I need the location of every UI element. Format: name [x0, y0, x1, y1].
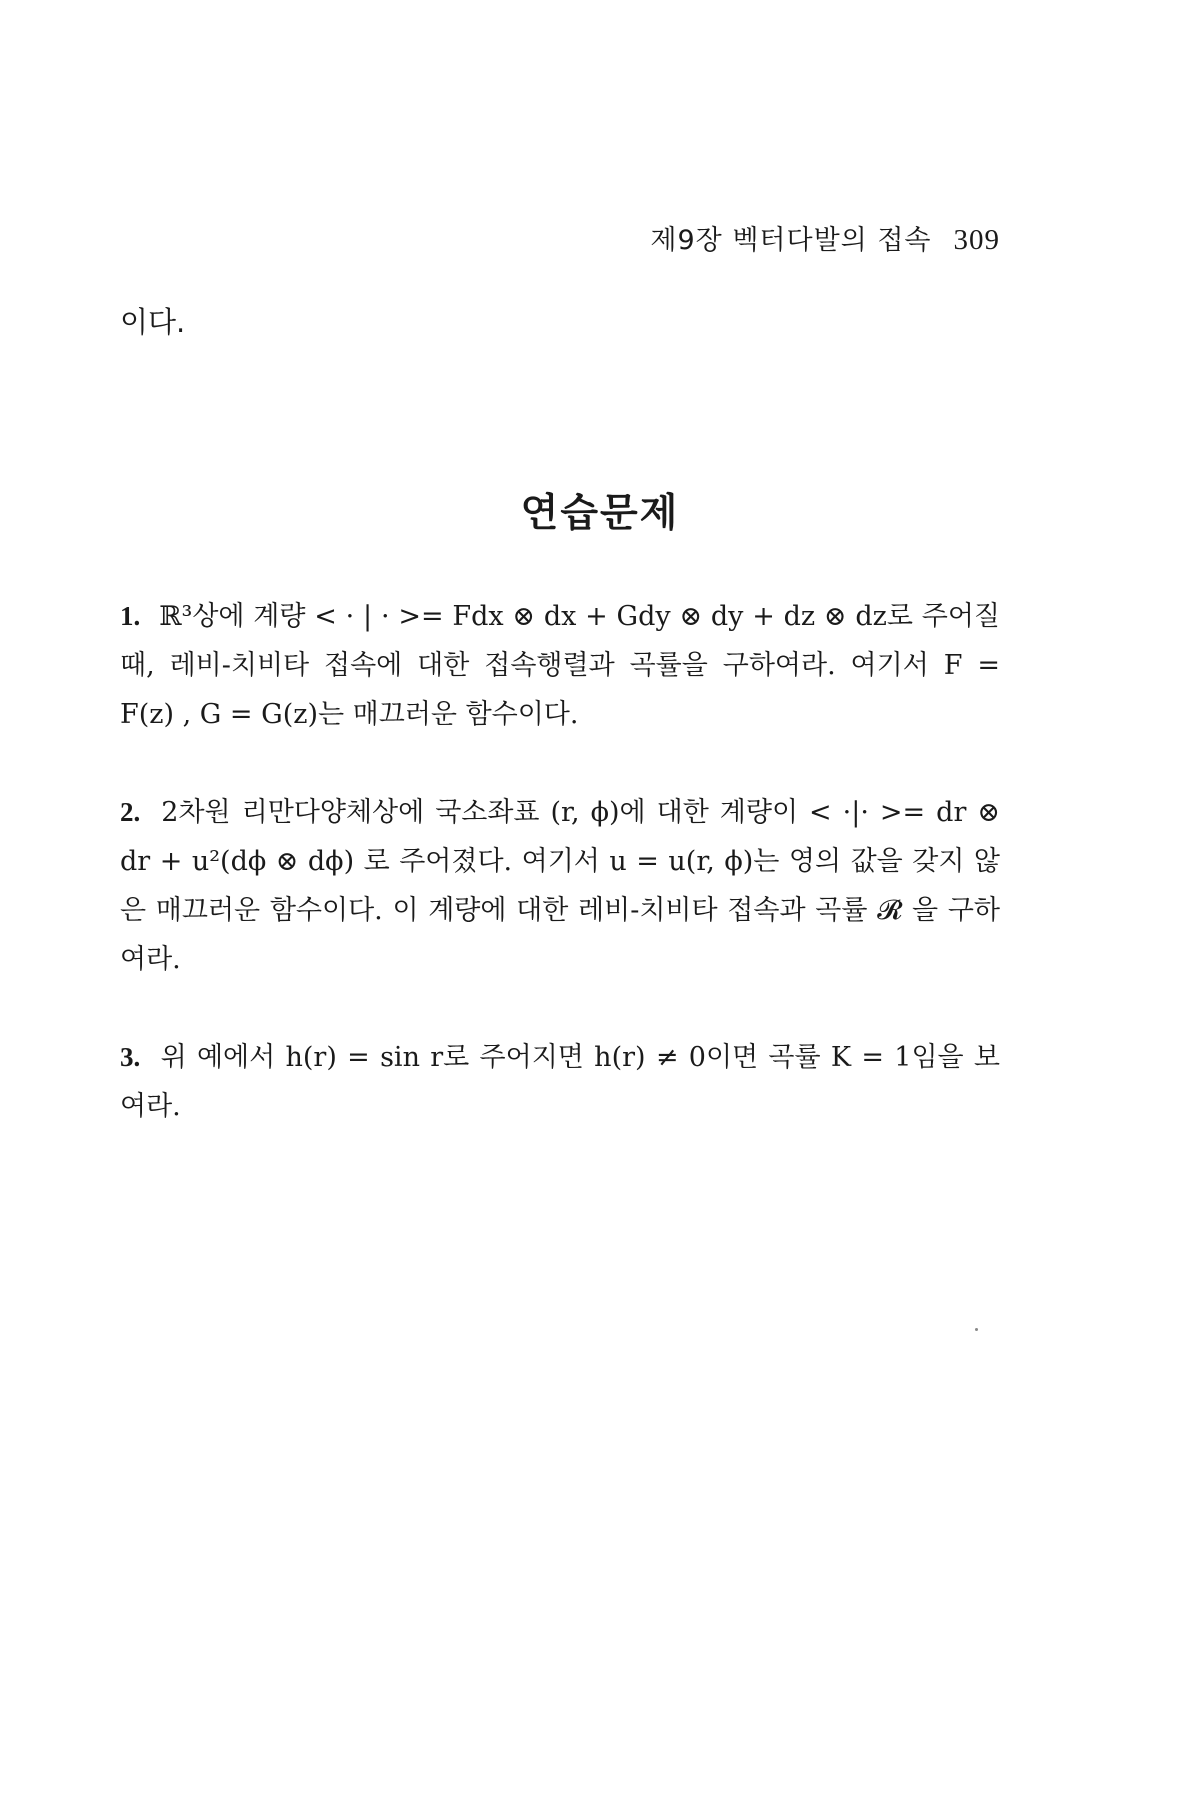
problem-number: 2. [120, 797, 141, 827]
problem-3 [120, 1033, 1000, 1131]
section-title: 연습문제 [520, 491, 680, 536]
problem-text: 2차원 리만다양체상에 국소좌표 (r, ϕ)에 대한 계량이 < ·|· >= dr ⊗ dr + u²(dϕ ⊗ dϕ) 로 주어졌다. 여기서 u = u(r, ϕ)는 영의 값을 갖지 않은 매끄러운 함수이다. 이 계량에 대한 레비-치비타 접속과 곡률 𝓡 을 구하여라. [120, 797, 1000, 975]
problem-number: 3. [120, 1042, 141, 1072]
carry-over-text: 이다. [120, 305, 186, 339]
chapter-title: 제9장 벡터다발의 접속 [650, 225, 932, 256]
scan-speck [975, 1328, 978, 1331]
problem-number: 1. [120, 601, 141, 631]
problem-1 [120, 592, 1000, 739]
problem-2 [120, 788, 1000, 984]
running-header [650, 218, 1000, 257]
problem-text: ℝ³상에 계량 < · | · >= Fdx ⊗ dx + Gdy ⊗ dy + dz ⊗ dz로 주어질 때, 레비-치비타 접속에 대한 접속행렬과 곡률을 구하여라. 여기서 F = F(z) , G = G(z)는 매끄러운 함수이다. [120, 601, 1000, 730]
problem-text: 위 예에서 h(r) = sin r로 주어지면 h(r) ≠ 0이면 곡률 K = 1임을 보여라. [120, 1042, 1000, 1122]
problem-list [120, 592, 1000, 1180]
page-number: 309 [953, 224, 1000, 256]
